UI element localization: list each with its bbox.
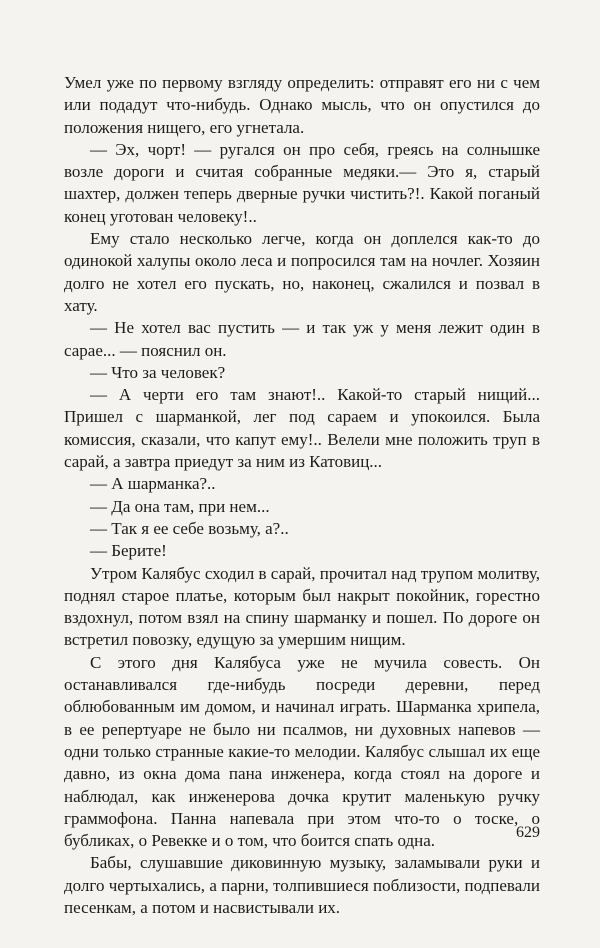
paragraph: — Да она там, при нем... [90, 496, 270, 516]
body-text [64, 72, 540, 919]
paragraph: — Что за человек? [90, 362, 226, 382]
paragraph: Утром Калябус сходил в сарай, прочитал над трупом молитву, поднял старое платье, которым был накрыт покойник, горестно вздохнул, потом взял на спину шарманку и пошел. По дороге он встретил повозку, едущую за умершим нищим. [64, 563, 540, 650]
paragraph: Бабы, слушавшие диковинную музыку, заламывали руки и долго чертыхались, а парни, толпившиеся поблизости, подпевали песенкам, а потом и насвистывали их. [64, 853, 540, 917]
paragraph: — А шарманка?.. [90, 474, 216, 494]
paragraph: — Берите! [90, 541, 167, 561]
paragraph: — Так я ее себе возьму, а?.. [90, 518, 289, 538]
paragraph: С этого дня Калябуса уже не мучила совесть. Он останавливался где-нибудь посреди деревни, перед облюбованным им домом, и начинал играть. Шарманка хрипела, в ее репертуаре не было ни псалмов, ни духовных напевов — одни только странные какие-то мелодии. Калябус слышал их еще давно, из окна дома пана инженера, когда стоял на дороге и наблюдал, как инженерова дочка крутит маленькую ручку граммофона. Панна напевала при этом что-то о тоске, о бубликах, о Ревекке и о том, что боится спать одна. [64, 652, 540, 851]
paragraph: Ему стало несколько легче, когда он доплелся как-то до одинокой халупы около леса и попросился там на ночлег. Хозяин долго не хотел его пускать, но, наконец, сжалился и позвал в хату. [64, 229, 540, 315]
paragraph: — Не хотел вас пустить — и так уж у меня лежит один в сарае... — пояснил он. [64, 318, 540, 360]
paragraph: — Эх, чорт! — ругался он про себя, греясь на солнышке возле дороги и считая собранные медяки.— Это я, старый шахтер, должен теперь дверные ручки чистить?!. Какой поганый конец уготован человеку!.. [64, 139, 540, 226]
page-number: 629 [516, 824, 540, 841]
paragraph: Умел уже по первому взгляду определить: отправят его ни с чем или подадут что-нибудь. Однако мысль, что он опустился до положения нищего, его угнетала. [64, 73, 540, 137]
paragraph: — А черти его там знают!.. Какой-то старый нищий... Пришел с шарманкой, лег под сараем и упокоился. Была комиссия, сказали, что капут ему!.. Велели мне положить труп в сарай, а завтра приедут за ним из Катовиц... [64, 385, 540, 472]
